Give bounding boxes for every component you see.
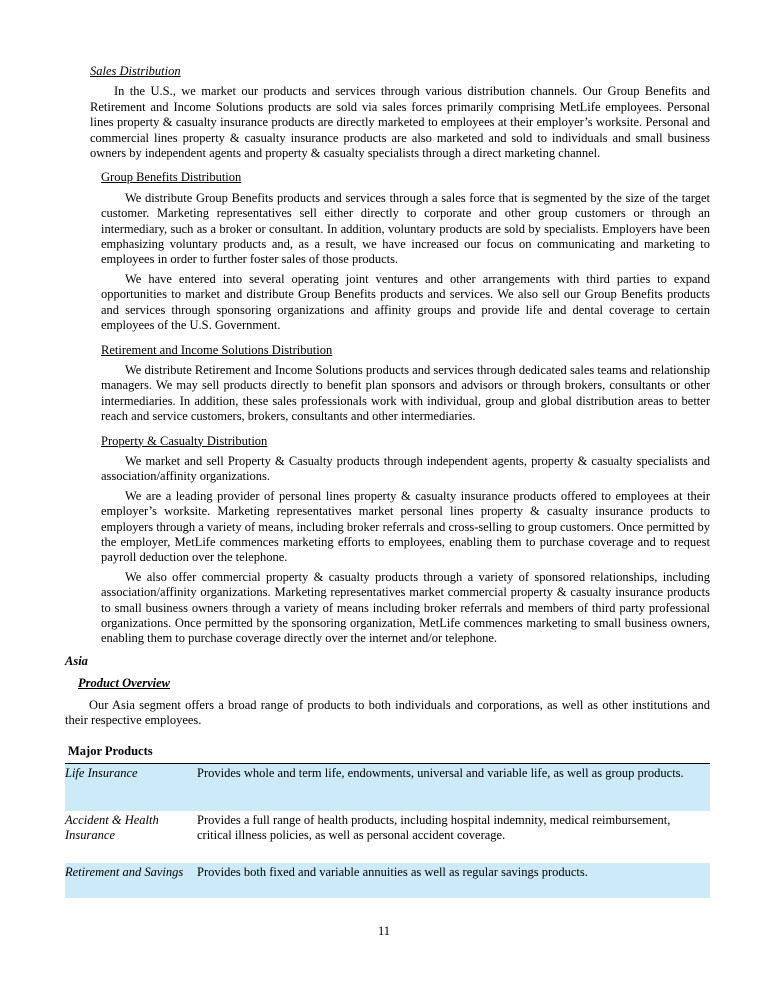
product-name-cell: Accident & Health Insurance — [65, 812, 159, 843]
product-name-cell: Retirement and Savings — [65, 863, 197, 898]
property-casualty-distribution-heading: Property & Casualty Distribution — [101, 433, 268, 448]
sales-distribution-heading: Sales Distribution — [90, 64, 181, 78]
asia-heading: Asia — [65, 653, 88, 668]
product-overview-heading: Product Overview — [78, 676, 170, 691]
sales-distribution-intro: In the U.S., we market our products and services through various distribution channels. Our Group Benefits and Retirement and Income Solutions products are sold via sales forces primarily comprising MetLife employees. Personal lines property & casualty insurance products are directly marketed to employees at their employer’s worksite. Personal and commercial lines property & casualty insurance products are also marketed and sold to individuals and small business owners by independent agents and property & casualty specialists through a direct marketing channel. — [90, 84, 710, 161]
page-content — [65, 64, 710, 898]
property-casualty-paragraph-2: We are a leading provider of personal lines property & casualty insurance products offered to employees at their employer’s worksite. Marketing representatives market personal lines property & casualty insurance products to employers through a variety of means, including broker referrals and cross-selling to group customers. Once permitted by the employer, MetLife commences marketing efforts to employees, enabling them to purchase coverage and to request payroll deduction over the telephone. — [101, 488, 710, 565]
group-benefits-distribution-heading: Group Benefits Distribution — [101, 170, 242, 185]
asia-intro-paragraph: Our Asia segment offers a broad range of products to both individuals and corporations, as well as other institutions and their respective employees. — [65, 697, 710, 728]
product-description-cell: Provides a full range of health products, including hospital indemnity, medical reimbursement, critical illness policies, as well as personal accident coverage. — [197, 812, 671, 843]
table-row-retirement-and-savings — [65, 863, 710, 898]
product-description-cell: Provides both fixed and variable annuities as well as regular savings products. — [197, 863, 710, 898]
section-distribution-subsections — [101, 170, 710, 646]
product-name-cell: Life Insurance — [65, 763, 197, 811]
section-sales-distribution — [90, 64, 710, 647]
property-casualty-paragraph-3: We also offer commercial property & casualty products through a variety of sponsored relationships, including association/affinity organizations. Marketing representatives market commercial property & casualty insurance products to small business owners through a variety of means including broker referrals and members of third party professional organizations. Once permitted by the sponsoring organization, MetLife commences marketing to small business owners, enabling them to purchase coverage directly over the internet and/or telephone. — [101, 569, 710, 646]
page-number: 11 — [377, 924, 391, 938]
retirement-income-solutions-heading: Retirement and Income Solutions Distribution — [101, 342, 333, 357]
property-casualty-paragraph-1: We market and sell Property & Casualty products through independent agents, property & casualty specialists and association/affinity organizations. — [101, 453, 710, 484]
group-benefits-paragraph-1: We distribute Group Benefits products and services through a sales force that is segmented by the size of the target customer. Marketing representatives sell either directly to corporate and other group customers or through an intermediary, such as a broker or consultant. In addition, voluntary products are sold by specialists. Employers have been emphasizing voluntary products and, as a result, we have increased our focus on communicating and marketing to employees in order to further foster sales of those products. — [101, 190, 710, 267]
product-description-cell: Provides whole and term life, endowments, universal and variable life, as well as group products. — [197, 763, 710, 811]
major-products-table — [65, 763, 710, 898]
retirement-income-solutions-paragraph: We distribute Retirement and Income Solutions products and services through dedicated sales teams and relationship managers. We may sell products directly to benefit plan sponsors and advisors or through brokers, consultants or other intermediaries. In addition, these sales professionals work with individual, group and global distribution areas to better reach and service customers, brokers, consultants and other intermediaries. — [101, 362, 710, 424]
table-row-life-insurance — [65, 763, 710, 811]
major-products-label: Major Products — [68, 744, 153, 759]
group-benefits-paragraph-2: We have entered into several operating joint ventures and other arrangements with third parties to expand opportunities to market and distribute Group Benefits products and services. We also sell our Group Benefits products and services through sponsoring organizations and affinity groups and provide life and dental coverage to certain employees of the U.S. Government. — [101, 271, 710, 333]
table-row-accident-health-insurance — [65, 811, 710, 863]
